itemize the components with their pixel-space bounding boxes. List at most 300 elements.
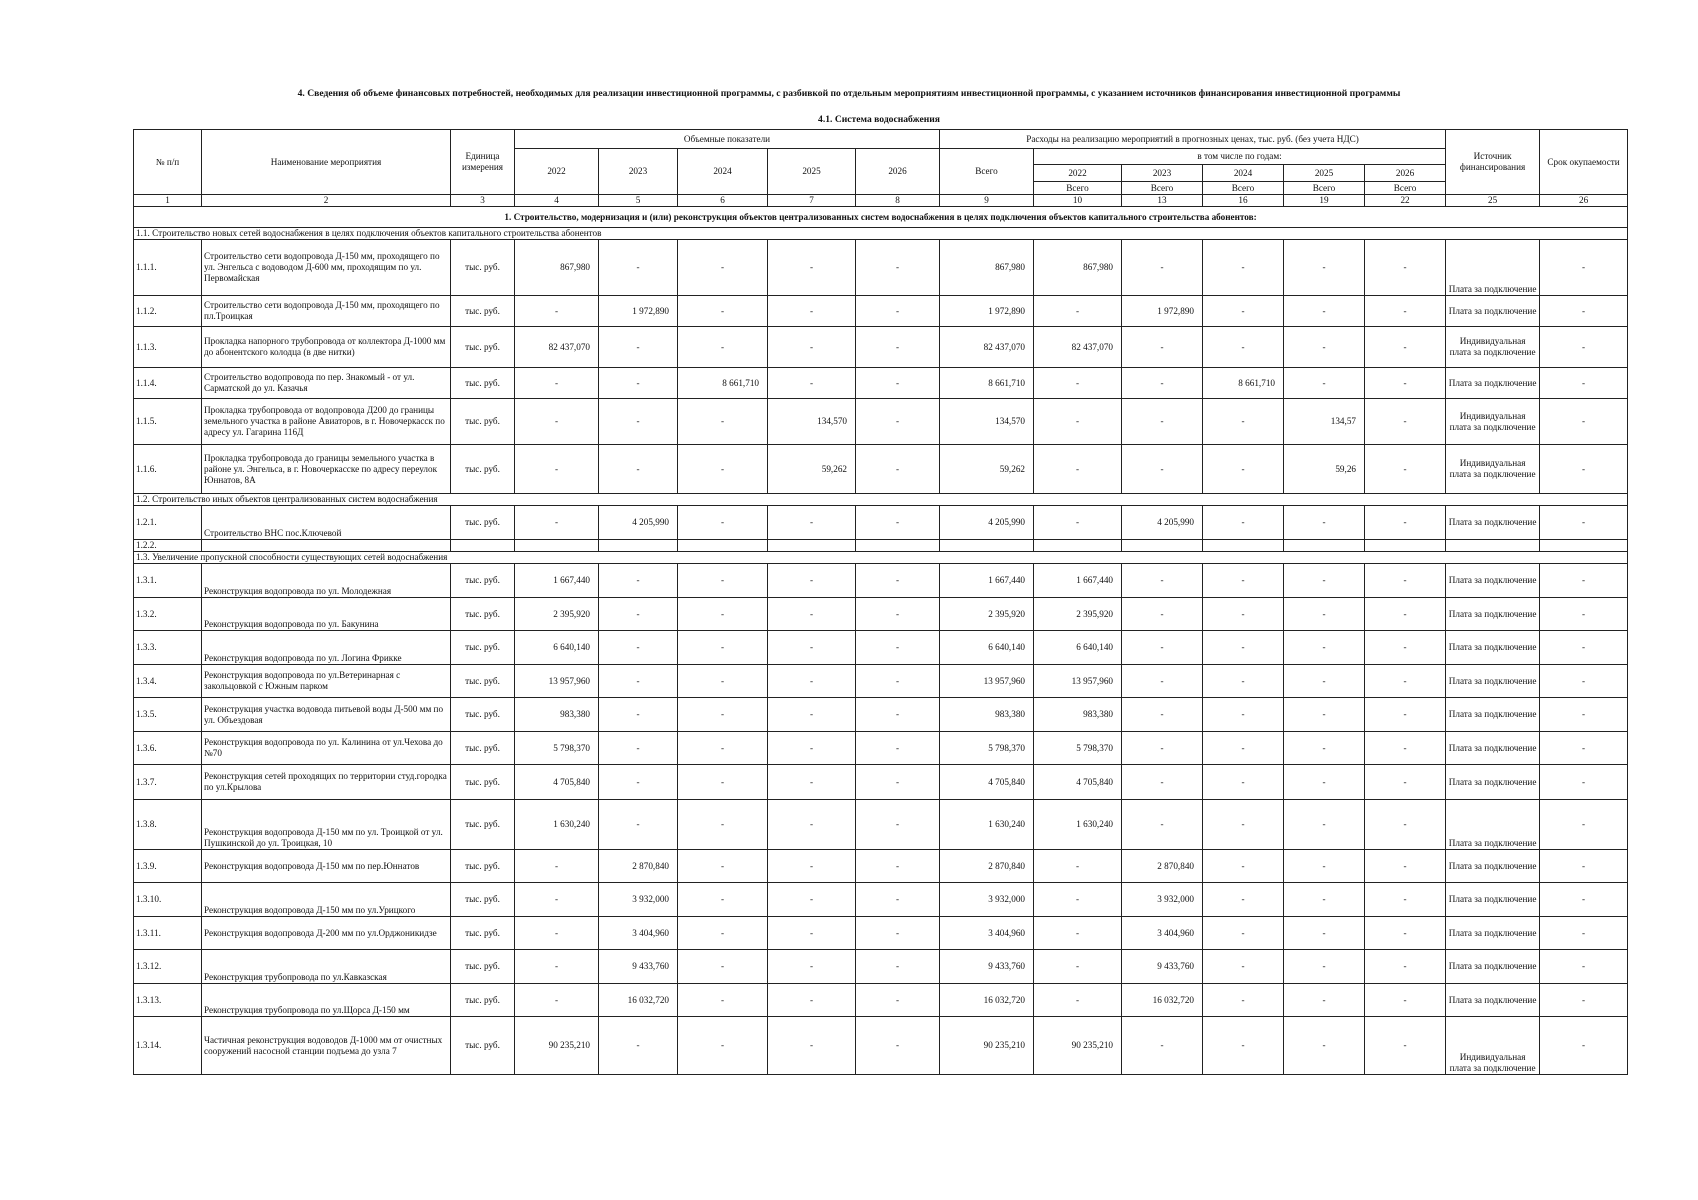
volume-cell xyxy=(515,540,599,552)
volume-cell: - xyxy=(856,800,940,850)
volume-cell: 3 404,960 xyxy=(599,917,678,950)
source-cell: Плата за подключение xyxy=(1446,598,1540,631)
source-cell: Плата за подключение xyxy=(1446,984,1540,1017)
volume-cell: - xyxy=(599,665,678,698)
row-number: 1.3.3. xyxy=(134,631,202,665)
year-cost-cell: - xyxy=(1365,445,1446,494)
year-cost-cell: - xyxy=(1284,631,1365,665)
year-cost-cell: 82 437,070 xyxy=(1034,327,1122,368)
volume-cell: 2 395,920 xyxy=(515,598,599,631)
volume-cell: - xyxy=(678,665,768,698)
volume-cell: - xyxy=(678,296,768,327)
volume-cell: - xyxy=(768,850,856,883)
header-name: Наименование мероприятия xyxy=(202,130,451,195)
header-cost-year: 2023 xyxy=(1122,165,1203,182)
header-vol-year: 2023 xyxy=(599,149,678,195)
total-cell: 4 205,990 xyxy=(940,506,1034,540)
source-cell: Плата за подключение xyxy=(1446,850,1540,883)
year-cost-cell: - xyxy=(1122,765,1203,800)
table-row xyxy=(134,598,1628,631)
year-cost-cell: - xyxy=(1284,698,1365,732)
payback-cell: - xyxy=(1540,732,1628,765)
table-row xyxy=(134,917,1628,950)
total-cell: 6 640,140 xyxy=(940,631,1034,665)
year-cost-cell xyxy=(1365,540,1446,552)
table-row xyxy=(134,984,1628,1017)
volume-cell: - xyxy=(768,698,856,732)
row-number: 1.3.13. xyxy=(134,984,202,1017)
row-unit: тыс. руб. xyxy=(451,765,515,800)
row-unit: тыс. руб. xyxy=(451,984,515,1017)
row-unit: тыс. руб. xyxy=(451,399,515,445)
year-cost-cell: 5 798,370 xyxy=(1034,732,1122,765)
volume-cell: - xyxy=(515,296,599,327)
volume-cell: - xyxy=(678,917,768,950)
row-unit: тыс. руб. xyxy=(451,327,515,368)
volume-cell: - xyxy=(768,327,856,368)
year-cost-cell: - xyxy=(1122,631,1203,665)
table-row xyxy=(134,564,1628,598)
header-total: Всего xyxy=(940,149,1034,195)
row-unit: тыс. руб. xyxy=(451,631,515,665)
source-cell: Индивидуальная плата за подключение xyxy=(1446,1017,1540,1075)
row-number: 1.3.14. xyxy=(134,1017,202,1075)
volume-cell: - xyxy=(856,984,940,1017)
year-cost-cell: 59,26 xyxy=(1284,445,1365,494)
source-cell: Плата за подключение xyxy=(1446,506,1540,540)
year-cost-cell: 13 957,960 xyxy=(1034,665,1122,698)
volume-cell: 1 667,440 xyxy=(515,564,599,598)
column-number-row xyxy=(134,195,1628,207)
year-cost-cell: - xyxy=(1203,240,1284,296)
total-cell: 1 630,240 xyxy=(940,800,1034,850)
row-unit: тыс. руб. xyxy=(451,1017,515,1075)
total-cell xyxy=(940,540,1034,552)
row-number: 1.3.4. xyxy=(134,665,202,698)
table-row xyxy=(134,368,1628,399)
source-cell: Плата за подключение xyxy=(1446,296,1540,327)
table-row xyxy=(134,950,1628,984)
volume-cell: 4 705,840 xyxy=(515,765,599,800)
total-cell: 13 957,960 xyxy=(940,665,1034,698)
column-number: 10 xyxy=(1034,195,1122,207)
year-cost-cell xyxy=(1203,540,1284,552)
source-cell: Плата за подключение xyxy=(1446,883,1540,917)
source-cell: Плата за подключение xyxy=(1446,917,1540,950)
header-incl-years: в том числе по годам: xyxy=(1034,149,1446,165)
volume-cell: - xyxy=(856,506,940,540)
source-cell: Плата за подключение xyxy=(1446,564,1540,598)
volume-cell: 134,570 xyxy=(768,399,856,445)
volume-cell: - xyxy=(678,984,768,1017)
source-cell: Плата за подключение xyxy=(1446,765,1540,800)
column-number: 22 xyxy=(1365,195,1446,207)
table-row xyxy=(134,1017,1628,1075)
volume-cell: - xyxy=(856,765,940,800)
volume-cell: - xyxy=(678,506,768,540)
year-cost-cell: - xyxy=(1122,240,1203,296)
volume-cell: - xyxy=(856,240,940,296)
volume-cell: - xyxy=(599,327,678,368)
column-number: 4 xyxy=(515,195,599,207)
year-cost-cell: - xyxy=(1203,665,1284,698)
row-name: Реконструкция трубопровода по ул.Кавказская xyxy=(202,950,451,984)
year-cost-cell: 2 870,840 xyxy=(1122,850,1203,883)
column-number: 5 xyxy=(599,195,678,207)
volume-cell: - xyxy=(856,850,940,883)
header-vol-year: 2025 xyxy=(768,149,856,195)
year-cost-cell: - xyxy=(1284,564,1365,598)
volume-cell: - xyxy=(678,631,768,665)
table-row xyxy=(134,506,1628,540)
volume-cell: - xyxy=(678,850,768,883)
year-cost-cell: - xyxy=(1203,327,1284,368)
row-number: 1.1.3. xyxy=(134,327,202,368)
year-cost-cell: 134,57 xyxy=(1284,399,1365,445)
volume-cell: - xyxy=(515,950,599,984)
year-cost-cell: - xyxy=(1284,296,1365,327)
year-cost-cell: - xyxy=(1034,506,1122,540)
year-cost-cell: - xyxy=(1034,368,1122,399)
header-cost-year: 2025 xyxy=(1284,165,1365,182)
row-unit: тыс. руб. xyxy=(451,665,515,698)
volume-cell: - xyxy=(515,984,599,1017)
volume-cell: - xyxy=(856,665,940,698)
volume-cell: 983,380 xyxy=(515,698,599,732)
volume-cell: - xyxy=(856,598,940,631)
year-cost-cell: - xyxy=(1365,800,1446,850)
year-cost-cell: - xyxy=(1284,800,1365,850)
payback-cell: - xyxy=(1540,327,1628,368)
column-number: 7 xyxy=(768,195,856,207)
year-cost-cell: - xyxy=(1122,698,1203,732)
year-cost-cell: 2 395,920 xyxy=(1034,598,1122,631)
header-unit: Единица измерения xyxy=(451,130,515,195)
row-name: Реконструкция водопровода по ул. Логина Фрикке xyxy=(202,631,451,665)
total-cell: 1 972,890 xyxy=(940,296,1034,327)
row-name: Реконструкция водопровода по ул. Бакунина xyxy=(202,598,451,631)
source-cell: Плата за подключение xyxy=(1446,665,1540,698)
year-cost-cell: - xyxy=(1365,368,1446,399)
year-cost-cell: - xyxy=(1203,598,1284,631)
volume-cell: - xyxy=(768,1017,856,1075)
year-cost-cell: - xyxy=(1034,399,1122,445)
volume-cell xyxy=(856,540,940,552)
group-row xyxy=(134,228,1628,240)
year-cost-cell: - xyxy=(1284,240,1365,296)
row-unit: тыс. руб. xyxy=(451,732,515,765)
year-cost-cell: 1 972,890 xyxy=(1122,296,1203,327)
source-cell xyxy=(1446,540,1540,552)
volume-cell: 867,980 xyxy=(515,240,599,296)
payback-cell: - xyxy=(1540,800,1628,850)
row-name: Прокладка напорного трубопровода от коллектора Д-1000 мм до абонентского колодца (в две нитки) xyxy=(202,327,451,368)
column-number: 26 xyxy=(1540,195,1628,207)
total-cell: 1 667,440 xyxy=(940,564,1034,598)
payback-cell: - xyxy=(1540,598,1628,631)
row-number: 1.2.1. xyxy=(134,506,202,540)
volume-cell: - xyxy=(599,368,678,399)
volume-cell: - xyxy=(768,800,856,850)
year-cost-cell: - xyxy=(1122,732,1203,765)
row-name: Строительство сети водопровода Д-150 мм, проходящего по пл.Троицкая xyxy=(202,296,451,327)
row-name: Прокладка трубопровода от водопровода Д200 до границы земельного участка в районе Авиаторов, в г. Новочеркасск по адресу ул. Гагарина 116Д xyxy=(202,399,451,445)
volume-cell: - xyxy=(678,240,768,296)
year-cost-cell: - xyxy=(1365,399,1446,445)
volume-cell: - xyxy=(678,765,768,800)
header-cost-group: Расходы на реализацию мероприятий в прогнозных ценах, тыс. руб. (без учета НДС) xyxy=(940,130,1446,149)
year-cost-cell: 4 705,840 xyxy=(1034,765,1122,800)
row-name: Реконструкция трубопровода по ул.Щорса Д-150 мм xyxy=(202,984,451,1017)
year-cost-cell: - xyxy=(1365,984,1446,1017)
volume-cell: - xyxy=(768,296,856,327)
volume-cell: - xyxy=(599,445,678,494)
row-number: 1.3.11. xyxy=(134,917,202,950)
year-cost-cell: 16 032,720 xyxy=(1122,984,1203,1017)
column-number: 1 xyxy=(134,195,202,207)
payback-cell: - xyxy=(1540,631,1628,665)
volume-cell: - xyxy=(678,327,768,368)
volume-cell: 8 661,710 xyxy=(678,368,768,399)
table-row xyxy=(134,665,1628,698)
year-cost-cell: - xyxy=(1284,765,1365,800)
payback-cell: - xyxy=(1540,399,1628,445)
row-number: 1.3.6. xyxy=(134,732,202,765)
column-number: 16 xyxy=(1203,195,1284,207)
header-cost-year: 2024 xyxy=(1203,165,1284,182)
column-number: 19 xyxy=(1284,195,1365,207)
volume-cell: - xyxy=(856,399,940,445)
row-name: Реконструкция водопровода Д-150 мм по ул. Троицкой от ул. Пушкинской до ул. Троицкая, 10 xyxy=(202,800,451,850)
year-cost-cell: - xyxy=(1365,765,1446,800)
row-name: Реконструкция сетей проходящих по территории студ.городка по ул.Крылова xyxy=(202,765,451,800)
source-cell: Плата за подключение xyxy=(1446,950,1540,984)
row-unit: тыс. руб. xyxy=(451,564,515,598)
total-cell: 90 235,210 xyxy=(940,1017,1034,1075)
header-volume-group: Объемные показатели xyxy=(515,130,940,149)
year-cost-cell: - xyxy=(1203,564,1284,598)
volume-cell: - xyxy=(515,850,599,883)
row-number: 1.1.2. xyxy=(134,296,202,327)
year-cost-cell: - xyxy=(1034,296,1122,327)
document-title: 4. Сведения об объеме финансовых потребностей, необходимых для реализации инвестиционной программы, с разбивкой по отдельным мероприятиям инвестиционной программы, с указанием источников финансирования инвестиционной программы xyxy=(297,88,1401,99)
payback-cell: - xyxy=(1540,240,1628,296)
year-cost-cell: 90 235,210 xyxy=(1034,1017,1122,1075)
document-subtitle: 4.1. Система водоснабжения xyxy=(818,114,940,125)
volume-cell: - xyxy=(678,732,768,765)
year-cost-cell: - xyxy=(1203,1017,1284,1075)
volume-cell: - xyxy=(599,240,678,296)
volume-cell: - xyxy=(678,598,768,631)
year-cost-cell: - xyxy=(1365,850,1446,883)
table-row xyxy=(134,445,1628,494)
year-cost-cell: - xyxy=(1122,399,1203,445)
payback-cell: - xyxy=(1540,368,1628,399)
year-cost-cell: - xyxy=(1284,732,1365,765)
header-num: № п/п xyxy=(134,130,202,195)
table-row xyxy=(134,800,1628,850)
volume-cell: - xyxy=(856,883,940,917)
header-vol-year: 2026 xyxy=(856,149,940,195)
row-name: Строительство ВНС пос.Ключевой xyxy=(202,506,451,540)
volume-cell: - xyxy=(856,296,940,327)
volume-cell xyxy=(678,540,768,552)
volume-cell: - xyxy=(856,564,940,598)
table-row xyxy=(134,327,1628,368)
table-row xyxy=(134,540,1628,552)
year-cost-cell: - xyxy=(1284,327,1365,368)
volume-cell: - xyxy=(599,698,678,732)
group-title: 1.3. Увеличение пропускной способности существующих сетей водоснабжения xyxy=(134,552,1628,564)
table-row xyxy=(134,765,1628,800)
year-cost-cell: - xyxy=(1365,698,1446,732)
header-year-total: Всего xyxy=(1203,182,1284,195)
volume-cell: - xyxy=(768,631,856,665)
volume-cell: - xyxy=(856,368,940,399)
row-number: 1.1.6. xyxy=(134,445,202,494)
total-cell: 9 433,760 xyxy=(940,950,1034,984)
row-unit: тыс. руб. xyxy=(451,800,515,850)
volume-cell: - xyxy=(768,665,856,698)
volume-cell: - xyxy=(515,506,599,540)
volume-cell: - xyxy=(768,917,856,950)
payback-cell: - xyxy=(1540,850,1628,883)
year-cost-cell: - xyxy=(1034,984,1122,1017)
table-row xyxy=(134,732,1628,765)
volume-cell: - xyxy=(768,506,856,540)
row-name: Реконструкция водопровода по ул. Калинина от ул.Чехова до №70 xyxy=(202,732,451,765)
total-cell: 8 661,710 xyxy=(940,368,1034,399)
volume-cell: - xyxy=(599,1017,678,1075)
volume-cell: - xyxy=(678,883,768,917)
payback-cell: - xyxy=(1540,765,1628,800)
row-unit xyxy=(451,540,515,552)
year-cost-cell: - xyxy=(1034,883,1122,917)
year-cost-cell: - xyxy=(1203,445,1284,494)
payback-cell xyxy=(1540,540,1628,552)
total-cell: 983,380 xyxy=(940,698,1034,732)
year-cost-cell: - xyxy=(1365,296,1446,327)
header-source: Источник финансирования xyxy=(1446,130,1540,195)
volume-cell: - xyxy=(599,598,678,631)
volume-cell: 1 972,890 xyxy=(599,296,678,327)
year-cost-cell: - xyxy=(1122,327,1203,368)
year-cost-cell: 8 661,710 xyxy=(1203,368,1284,399)
volume-cell: - xyxy=(856,1017,940,1075)
row-number: 1.1.4. xyxy=(134,368,202,399)
total-cell: 3 404,960 xyxy=(940,917,1034,950)
year-cost-cell: - xyxy=(1365,506,1446,540)
year-cost-cell: - xyxy=(1365,327,1446,368)
volume-cell: - xyxy=(599,564,678,598)
year-cost-cell: - xyxy=(1365,240,1446,296)
year-cost-cell: - xyxy=(1122,800,1203,850)
year-cost-cell: 983,380 xyxy=(1034,698,1122,732)
year-cost-cell: - xyxy=(1203,732,1284,765)
volume-cell: - xyxy=(856,732,940,765)
source-cell: Плата за подключение xyxy=(1446,732,1540,765)
group-row xyxy=(134,552,1628,564)
year-cost-cell: - xyxy=(1365,631,1446,665)
volume-cell: - xyxy=(856,950,940,984)
year-cost-cell: - xyxy=(1284,950,1365,984)
table-row xyxy=(134,296,1628,327)
total-cell: 4 705,840 xyxy=(940,765,1034,800)
row-name xyxy=(202,540,451,552)
year-cost-cell: - xyxy=(1203,950,1284,984)
payback-cell: - xyxy=(1540,883,1628,917)
source-cell: Плата за подключение xyxy=(1446,368,1540,399)
payback-cell: - xyxy=(1540,506,1628,540)
volume-cell: 9 433,760 xyxy=(599,950,678,984)
year-cost-cell: - xyxy=(1034,850,1122,883)
volume-cell: - xyxy=(678,399,768,445)
row-unit: тыс. руб. xyxy=(451,950,515,984)
year-cost-cell: - xyxy=(1203,399,1284,445)
volume-cell: 3 932,000 xyxy=(599,883,678,917)
year-cost-cell: - xyxy=(1203,296,1284,327)
header-vol-year: 2024 xyxy=(678,149,768,195)
year-cost-cell: - xyxy=(1034,445,1122,494)
row-number: 1.3.10. xyxy=(134,883,202,917)
payback-cell: - xyxy=(1540,564,1628,598)
year-cost-cell: - xyxy=(1365,950,1446,984)
volume-cell xyxy=(599,540,678,552)
group-row xyxy=(134,494,1628,506)
volume-cell: - xyxy=(599,765,678,800)
volume-cell: - xyxy=(678,800,768,850)
section-row xyxy=(134,207,1628,228)
year-cost-cell: - xyxy=(1284,850,1365,883)
volume-cell: - xyxy=(768,368,856,399)
volume-cell: 59,262 xyxy=(768,445,856,494)
volume-cell: 4 205,990 xyxy=(599,506,678,540)
year-cost-cell xyxy=(1122,540,1203,552)
row-name: Прокладка трубопровода до границы земельного участка в районе ул. Энгельса, в г. Новочеркасске по адресу переулок Юннатов, 8А xyxy=(202,445,451,494)
table-row xyxy=(134,240,1628,296)
row-unit: тыс. руб. xyxy=(451,883,515,917)
volume-cell: - xyxy=(768,765,856,800)
year-cost-cell: - xyxy=(1203,765,1284,800)
investment-table xyxy=(133,129,1628,1075)
volume-cell: - xyxy=(856,327,940,368)
year-cost-cell: - xyxy=(1284,917,1365,950)
volume-cell: 6 640,140 xyxy=(515,631,599,665)
column-number: 25 xyxy=(1446,195,1540,207)
payback-cell: - xyxy=(1540,296,1628,327)
volume-cell: - xyxy=(768,984,856,1017)
source-cell: Плата за подключение xyxy=(1446,698,1540,732)
volume-cell: 13 957,960 xyxy=(515,665,599,698)
year-cost-cell: 1 667,440 xyxy=(1034,564,1122,598)
volume-cell: 5 798,370 xyxy=(515,732,599,765)
row-unit: тыс. руб. xyxy=(451,850,515,883)
row-number: 1.3.8. xyxy=(134,800,202,850)
year-cost-cell: - xyxy=(1365,917,1446,950)
row-name: Реконструкция участка водовода питьевой воды Д-500 мм по ул. Объездовая xyxy=(202,698,451,732)
row-unit: тыс. руб. xyxy=(451,506,515,540)
volume-cell: - xyxy=(678,698,768,732)
year-cost-cell: 6 640,140 xyxy=(1034,631,1122,665)
volume-cell: 2 870,840 xyxy=(599,850,678,883)
header-vol-year: 2022 xyxy=(515,149,599,195)
volume-cell: - xyxy=(768,883,856,917)
volume-cell: 1 630,240 xyxy=(515,800,599,850)
column-number: 6 xyxy=(678,195,768,207)
table-row xyxy=(134,631,1628,665)
volume-cell: - xyxy=(515,399,599,445)
row-name: Строительство сети водопровода Д-150 мм, проходящего по ул. Энгельса с водоводом Д-600 мм, проходящим по ул. Первомайская xyxy=(202,240,451,296)
